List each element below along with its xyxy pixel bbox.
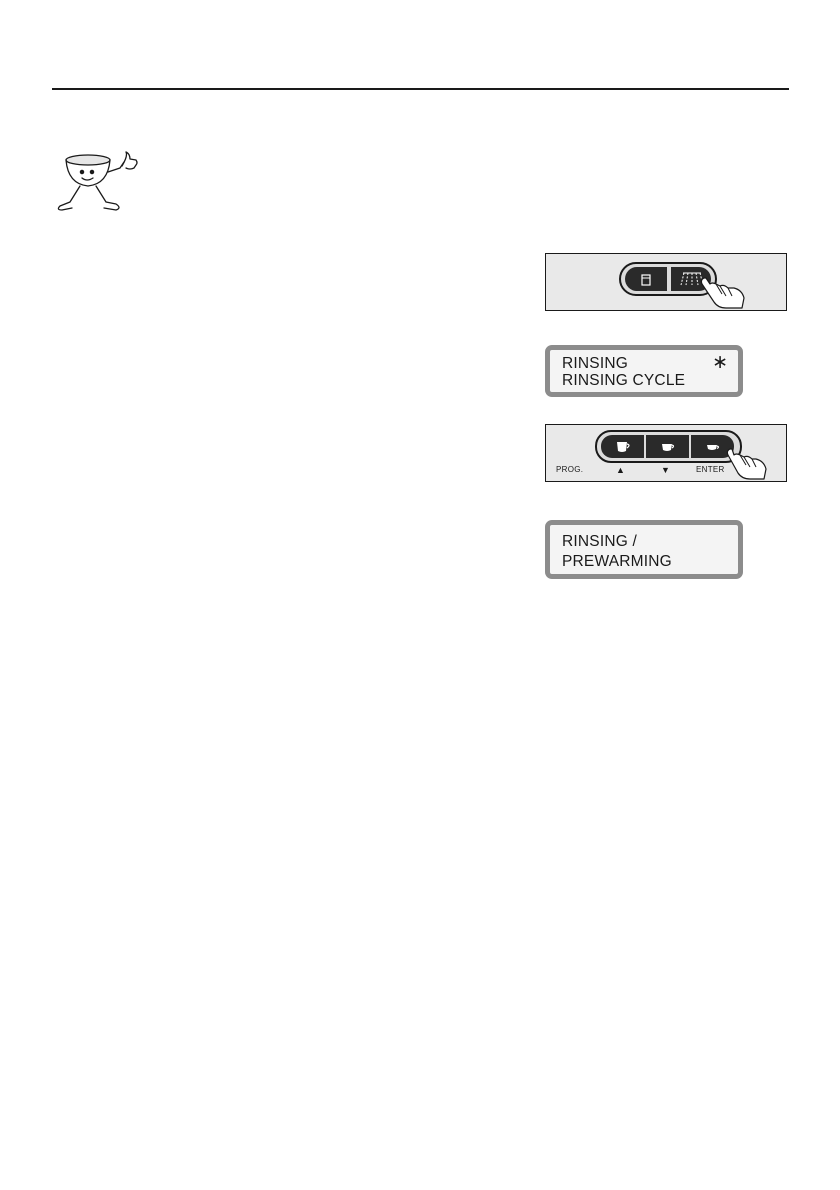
header-rule [52,88,789,90]
pressing-hand-icon [698,276,748,310]
medium-cup-icon [659,439,677,455]
cup-button-panel [545,424,787,482]
display-line-2: PREWARMING [562,553,672,570]
small-cup-icon [704,439,722,455]
enter-label: ENTER [696,465,725,474]
display-line-1: RINSING [562,355,628,372]
large-cup-icon [614,439,632,455]
active-indicator: ∗ [712,352,728,373]
water-icon [625,267,667,291]
rinse-button-panel [545,253,787,311]
lcd-display-rinsing [545,345,743,397]
lcd-display-prewarming [545,520,743,579]
display-line-2: RINSING CYCLE [562,372,686,389]
pressing-hand-icon [726,447,770,481]
up-arrow-icon: ▲ [616,465,625,475]
display-line-1: RINSING / [562,533,638,550]
medium-cup-button[interactable] [646,435,689,458]
down-arrow-icon: ▼ [661,465,670,475]
large-cup-button[interactable] [601,435,644,458]
button-group [595,430,742,463]
water-button[interactable] [625,267,667,291]
mascot-thumbs-up-icon [52,150,142,216]
prog-label: PROG. [556,465,584,474]
